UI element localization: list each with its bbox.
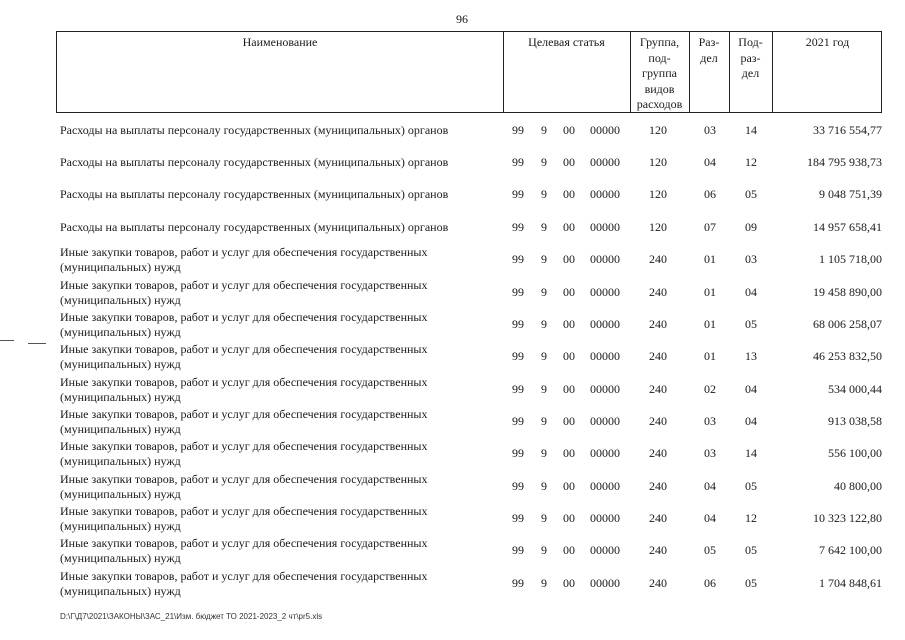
table-row (0, 308, 905, 340)
podrazdel-code: 04 (745, 382, 757, 396)
target-code-sub: 9 (541, 220, 547, 234)
target-code-direction: 00000 (590, 220, 620, 234)
group-code: 240 (649, 479, 667, 493)
target-code-main: 00 (563, 479, 575, 493)
target-code-sub: 9 (541, 446, 547, 460)
target-code-main: 00 (563, 220, 575, 234)
target-code-main: 00 (563, 123, 575, 137)
group-code: 120 (649, 155, 667, 169)
header-year: 2021 год (805, 35, 850, 49)
row-name: Иные закупки товаров, работ и услуг для обеспечения государственных (муниципальных) нужд (60, 407, 428, 436)
amount-2021: 33 716 554,77 (813, 123, 882, 137)
group-code: 240 (649, 285, 667, 299)
row-name: Иные закупки товаров, работ и услуг для обеспечения государственных (муниципальных) нужд (60, 472, 428, 501)
table-row (0, 470, 905, 502)
row-name: Иные закупки товаров, работ и услуг для обеспечения государственных (муниципальных) нужд (60, 245, 428, 274)
razdel-code: 01 (704, 317, 716, 331)
group-code: 240 (649, 511, 667, 525)
target-code-direction: 00000 (590, 414, 620, 428)
podrazdel-code: 12 (745, 511, 757, 525)
table-row (0, 502, 905, 534)
target-code-main: 00 (563, 543, 575, 557)
header-razdel: Раз- дел (698, 35, 720, 65)
group-code: 120 (649, 123, 667, 137)
row-name: Иные закупки товаров, работ и услуг для обеспечения государственных (муниципальных) нужд (60, 310, 428, 339)
table-row (0, 243, 905, 275)
target-code-direction: 00000 (590, 576, 620, 590)
target-code-main: 00 (563, 446, 575, 460)
podrazdel-code: 05 (745, 187, 757, 201)
target-code-direction: 00000 (590, 123, 620, 137)
target-code-sub: 9 (541, 123, 547, 137)
row-name: Иные закупки товаров, работ и услуг для обеспечения государственных (муниципальных) нужд (60, 439, 428, 468)
amount-2021: 14 957 658,41 (813, 220, 882, 234)
podrazdel-code: 12 (745, 155, 757, 169)
table-row (0, 114, 905, 146)
header-podrazdel: Под- раз- дел (738, 35, 763, 80)
amount-2021: 19 458 890,00 (813, 285, 882, 299)
target-code-sub: 9 (541, 382, 547, 396)
target-code-direction: 00000 (590, 382, 620, 396)
target-code-program: 99 (512, 543, 524, 557)
razdel-code: 01 (704, 349, 716, 363)
razdel-code: 04 (704, 479, 716, 493)
amount-2021: 1 704 848,61 (819, 576, 882, 590)
target-code-direction: 00000 (590, 187, 620, 201)
group-code: 240 (649, 382, 667, 396)
row-name: Иные закупки товаров, работ и услуг для обеспечения государственных (муниципальных) нужд (60, 342, 428, 371)
podrazdel-code: 14 (745, 123, 757, 137)
razdel-code: 03 (704, 414, 716, 428)
razdel-code: 06 (704, 576, 716, 590)
amount-2021: 68 006 258,07 (813, 317, 882, 331)
amount-2021: 46 253 832,50 (813, 349, 882, 363)
target-code-main: 00 (563, 155, 575, 169)
row-name: Иные закупки товаров, работ и услуг для обеспечения государственных (муниципальных) нужд (60, 569, 428, 598)
target-code-program: 99 (512, 511, 524, 525)
target-code-main: 00 (563, 317, 575, 331)
target-code-main: 00 (563, 187, 575, 201)
table-row (0, 146, 905, 178)
podrazdel-code: 03 (745, 252, 757, 266)
table-row (0, 211, 905, 243)
target-code-main: 00 (563, 382, 575, 396)
group-code: 240 (649, 317, 667, 331)
razdel-code: 01 (704, 285, 716, 299)
target-code-program: 99 (512, 382, 524, 396)
target-code-main: 00 (563, 349, 575, 363)
table-row (0, 437, 905, 469)
podrazdel-code: 04 (745, 414, 757, 428)
header-target: Целевая статья (528, 35, 605, 49)
table-row (0, 178, 905, 210)
target-code-main: 00 (563, 285, 575, 299)
table-row (0, 567, 905, 599)
target-code-direction: 00000 (590, 252, 620, 266)
group-code: 240 (649, 252, 667, 266)
target-code-direction: 00000 (590, 349, 620, 363)
target-code-sub: 9 (541, 511, 547, 525)
table-row (0, 340, 905, 372)
target-code-program: 99 (512, 220, 524, 234)
group-code: 240 (649, 543, 667, 557)
target-code-direction: 00000 (590, 479, 620, 493)
target-code-program: 99 (512, 317, 524, 331)
target-code-sub: 9 (541, 285, 547, 299)
amount-2021: 556 100,00 (828, 446, 882, 460)
file-path-footer: D:\Г\Д7\2021\ЗАКОНЫ\ЗАС_21\Изм. бюджет ТО 2021-2023_2 чт\pr5.xls (60, 612, 323, 621)
target-code-direction: 00000 (590, 446, 620, 460)
group-code: 240 (649, 414, 667, 428)
razdel-code: 04 (704, 155, 716, 169)
target-code-direction: 00000 (590, 511, 620, 525)
target-code-sub: 9 (541, 187, 547, 201)
target-code-sub: 9 (541, 576, 547, 590)
target-code-sub: 9 (541, 414, 547, 428)
podrazdel-code: 04 (745, 285, 757, 299)
target-code-main: 00 (563, 252, 575, 266)
row-name: Иные закупки товаров, работ и услуг для обеспечения государственных (муниципальных) нужд (60, 536, 428, 565)
row-name: Расходы на выплаты персоналу государственных (муниципальных) органов (60, 123, 449, 137)
amount-2021: 40 800,00 (834, 479, 882, 493)
target-code-program: 99 (512, 252, 524, 266)
razdel-code: 02 (704, 382, 716, 396)
target-code-main: 00 (563, 511, 575, 525)
target-code-sub: 9 (541, 252, 547, 266)
row-name: Расходы на выплаты персоналу государственных (муниципальных) органов (60, 220, 449, 234)
target-code-sub: 9 (541, 317, 547, 331)
podrazdel-code: 05 (745, 479, 757, 493)
target-code-sub: 9 (541, 155, 547, 169)
scan-mark (28, 343, 46, 344)
razdel-code: 03 (704, 123, 716, 137)
podrazdel-code: 13 (745, 349, 757, 363)
amount-2021: 9 048 751,39 (819, 187, 882, 201)
target-code-program: 99 (512, 414, 524, 428)
row-name: Расходы на выплаты персоналу государственных (муниципальных) органов (60, 155, 449, 169)
target-code-program: 99 (512, 479, 524, 493)
target-code-sub: 9 (541, 349, 547, 363)
amount-2021: 10 323 122,80 (813, 511, 882, 525)
target-code-program: 99 (512, 576, 524, 590)
row-name: Расходы на выплаты персоналу государственных (муниципальных) органов (60, 187, 449, 201)
target-code-direction: 00000 (590, 285, 620, 299)
group-code: 240 (649, 446, 667, 460)
razdel-code: 07 (704, 220, 716, 234)
scan-mark (0, 340, 14, 341)
amount-2021: 913 038,58 (828, 414, 882, 428)
header-group: Группа, под- группа видов расходов (636, 35, 683, 111)
row-name: Иные закупки товаров, работ и услуг для обеспечения государственных (муниципальных) нужд (60, 375, 428, 404)
group-code: 120 (649, 187, 667, 201)
table-row (0, 534, 905, 566)
table-row (0, 405, 905, 437)
target-code-direction: 00000 (590, 543, 620, 557)
target-code-program: 99 (512, 349, 524, 363)
target-code-sub: 9 (541, 543, 547, 557)
table-header (56, 31, 882, 113)
group-code: 120 (649, 220, 667, 234)
group-code: 240 (649, 576, 667, 590)
podrazdel-code: 05 (745, 576, 757, 590)
razdel-code: 01 (704, 252, 716, 266)
podrazdel-code: 09 (745, 220, 757, 234)
amount-2021: 534 000,44 (828, 382, 882, 396)
table-row (0, 373, 905, 405)
target-code-program: 99 (512, 123, 524, 137)
target-code-sub: 9 (541, 479, 547, 493)
target-code-direction: 00000 (590, 155, 620, 169)
target-code-program: 99 (512, 446, 524, 460)
amount-2021: 1 105 718,00 (819, 252, 882, 266)
podrazdel-code: 05 (745, 317, 757, 331)
target-code-program: 99 (512, 187, 524, 201)
podrazdel-code: 14 (745, 446, 757, 460)
razdel-code: 04 (704, 511, 716, 525)
table-row (0, 276, 905, 308)
target-code-direction: 00000 (590, 317, 620, 331)
amount-2021: 184 795 938,73 (807, 155, 882, 169)
target-code-program: 99 (512, 285, 524, 299)
row-name: Иные закупки товаров, работ и услуг для обеспечения государственных (муниципальных) нужд (60, 278, 428, 307)
row-name: Иные закупки товаров, работ и услуг для обеспечения государственных (муниципальных) нужд (60, 504, 428, 533)
group-code: 240 (649, 349, 667, 363)
header-name: Наименование (242, 35, 318, 49)
podrazdel-code: 05 (745, 543, 757, 557)
razdel-code: 06 (704, 187, 716, 201)
target-code-program: 99 (512, 155, 524, 169)
razdel-code: 05 (704, 543, 716, 557)
amount-2021: 7 642 100,00 (819, 543, 882, 557)
target-code-main: 00 (563, 576, 575, 590)
razdel-code: 03 (704, 446, 716, 460)
target-code-main: 00 (563, 414, 575, 428)
page-number: 96 (456, 12, 468, 26)
